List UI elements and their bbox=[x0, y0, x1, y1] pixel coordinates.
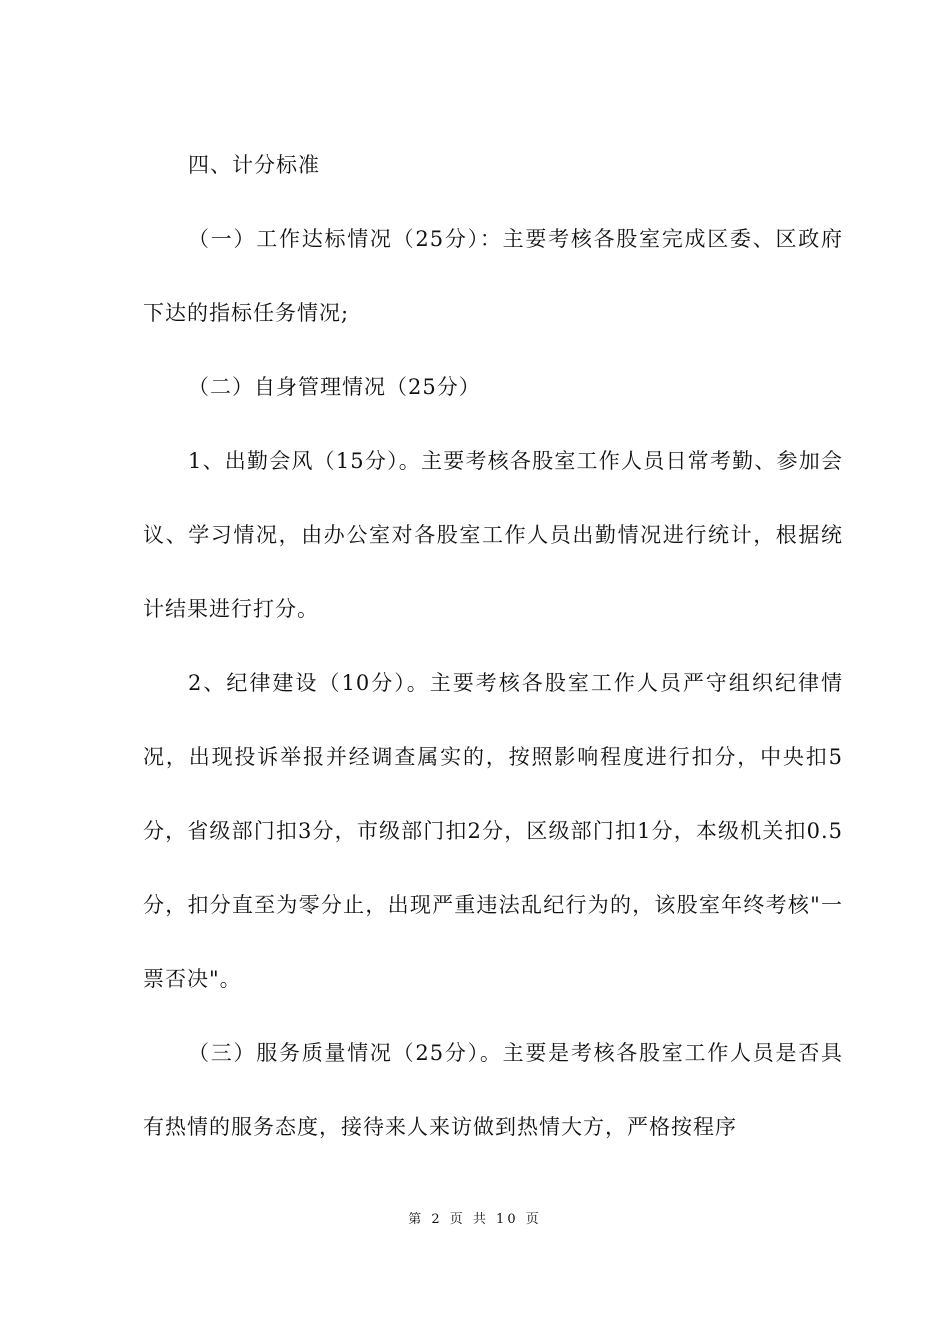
page-number-footer: 第 2 页 共 10 页 bbox=[408, 1212, 542, 1227]
paragraph-discipline: 2、纪律建设（10分）。主要考核各股室工作人员严守组织纪律情况，出现投诉举报并经调查属实的，按照影响程度进行扣分，中央扣5分，省级部门扣3分，市级部门扣2分，区级部门扣1分，本级机关扣0.5分，扣分直至为零分止，出现严重违法乱纪行为的，该股室年终考核"一票否决"。 bbox=[143, 671, 843, 991]
document-body bbox=[143, 128, 843, 1164]
paragraph-attendance: 1、出勤会风（15分）。主要考核各股室工作人员日常考勤、参加会议、学习情况，由办公室对各股室工作人员出勤情况进行统计，根据统计结果进行打分。 bbox=[143, 449, 843, 621]
paragraph-service-quality: （三）服务质量情况（25分）。主要是考核各股室工作人员是否具有热情的服务态度，接待来人来访做到热情大方，严格按程序 bbox=[143, 1041, 843, 1139]
paragraph-work-compliance: （一）工作达标情况（25分）：主要考核各股室完成区委、区政府下达的指标任务情况; bbox=[143, 227, 843, 325]
paragraph-self-management: （二）自身管理情况（25分） bbox=[188, 375, 481, 399]
heading-scoring-standard: 四、计分标准 bbox=[188, 153, 320, 177]
